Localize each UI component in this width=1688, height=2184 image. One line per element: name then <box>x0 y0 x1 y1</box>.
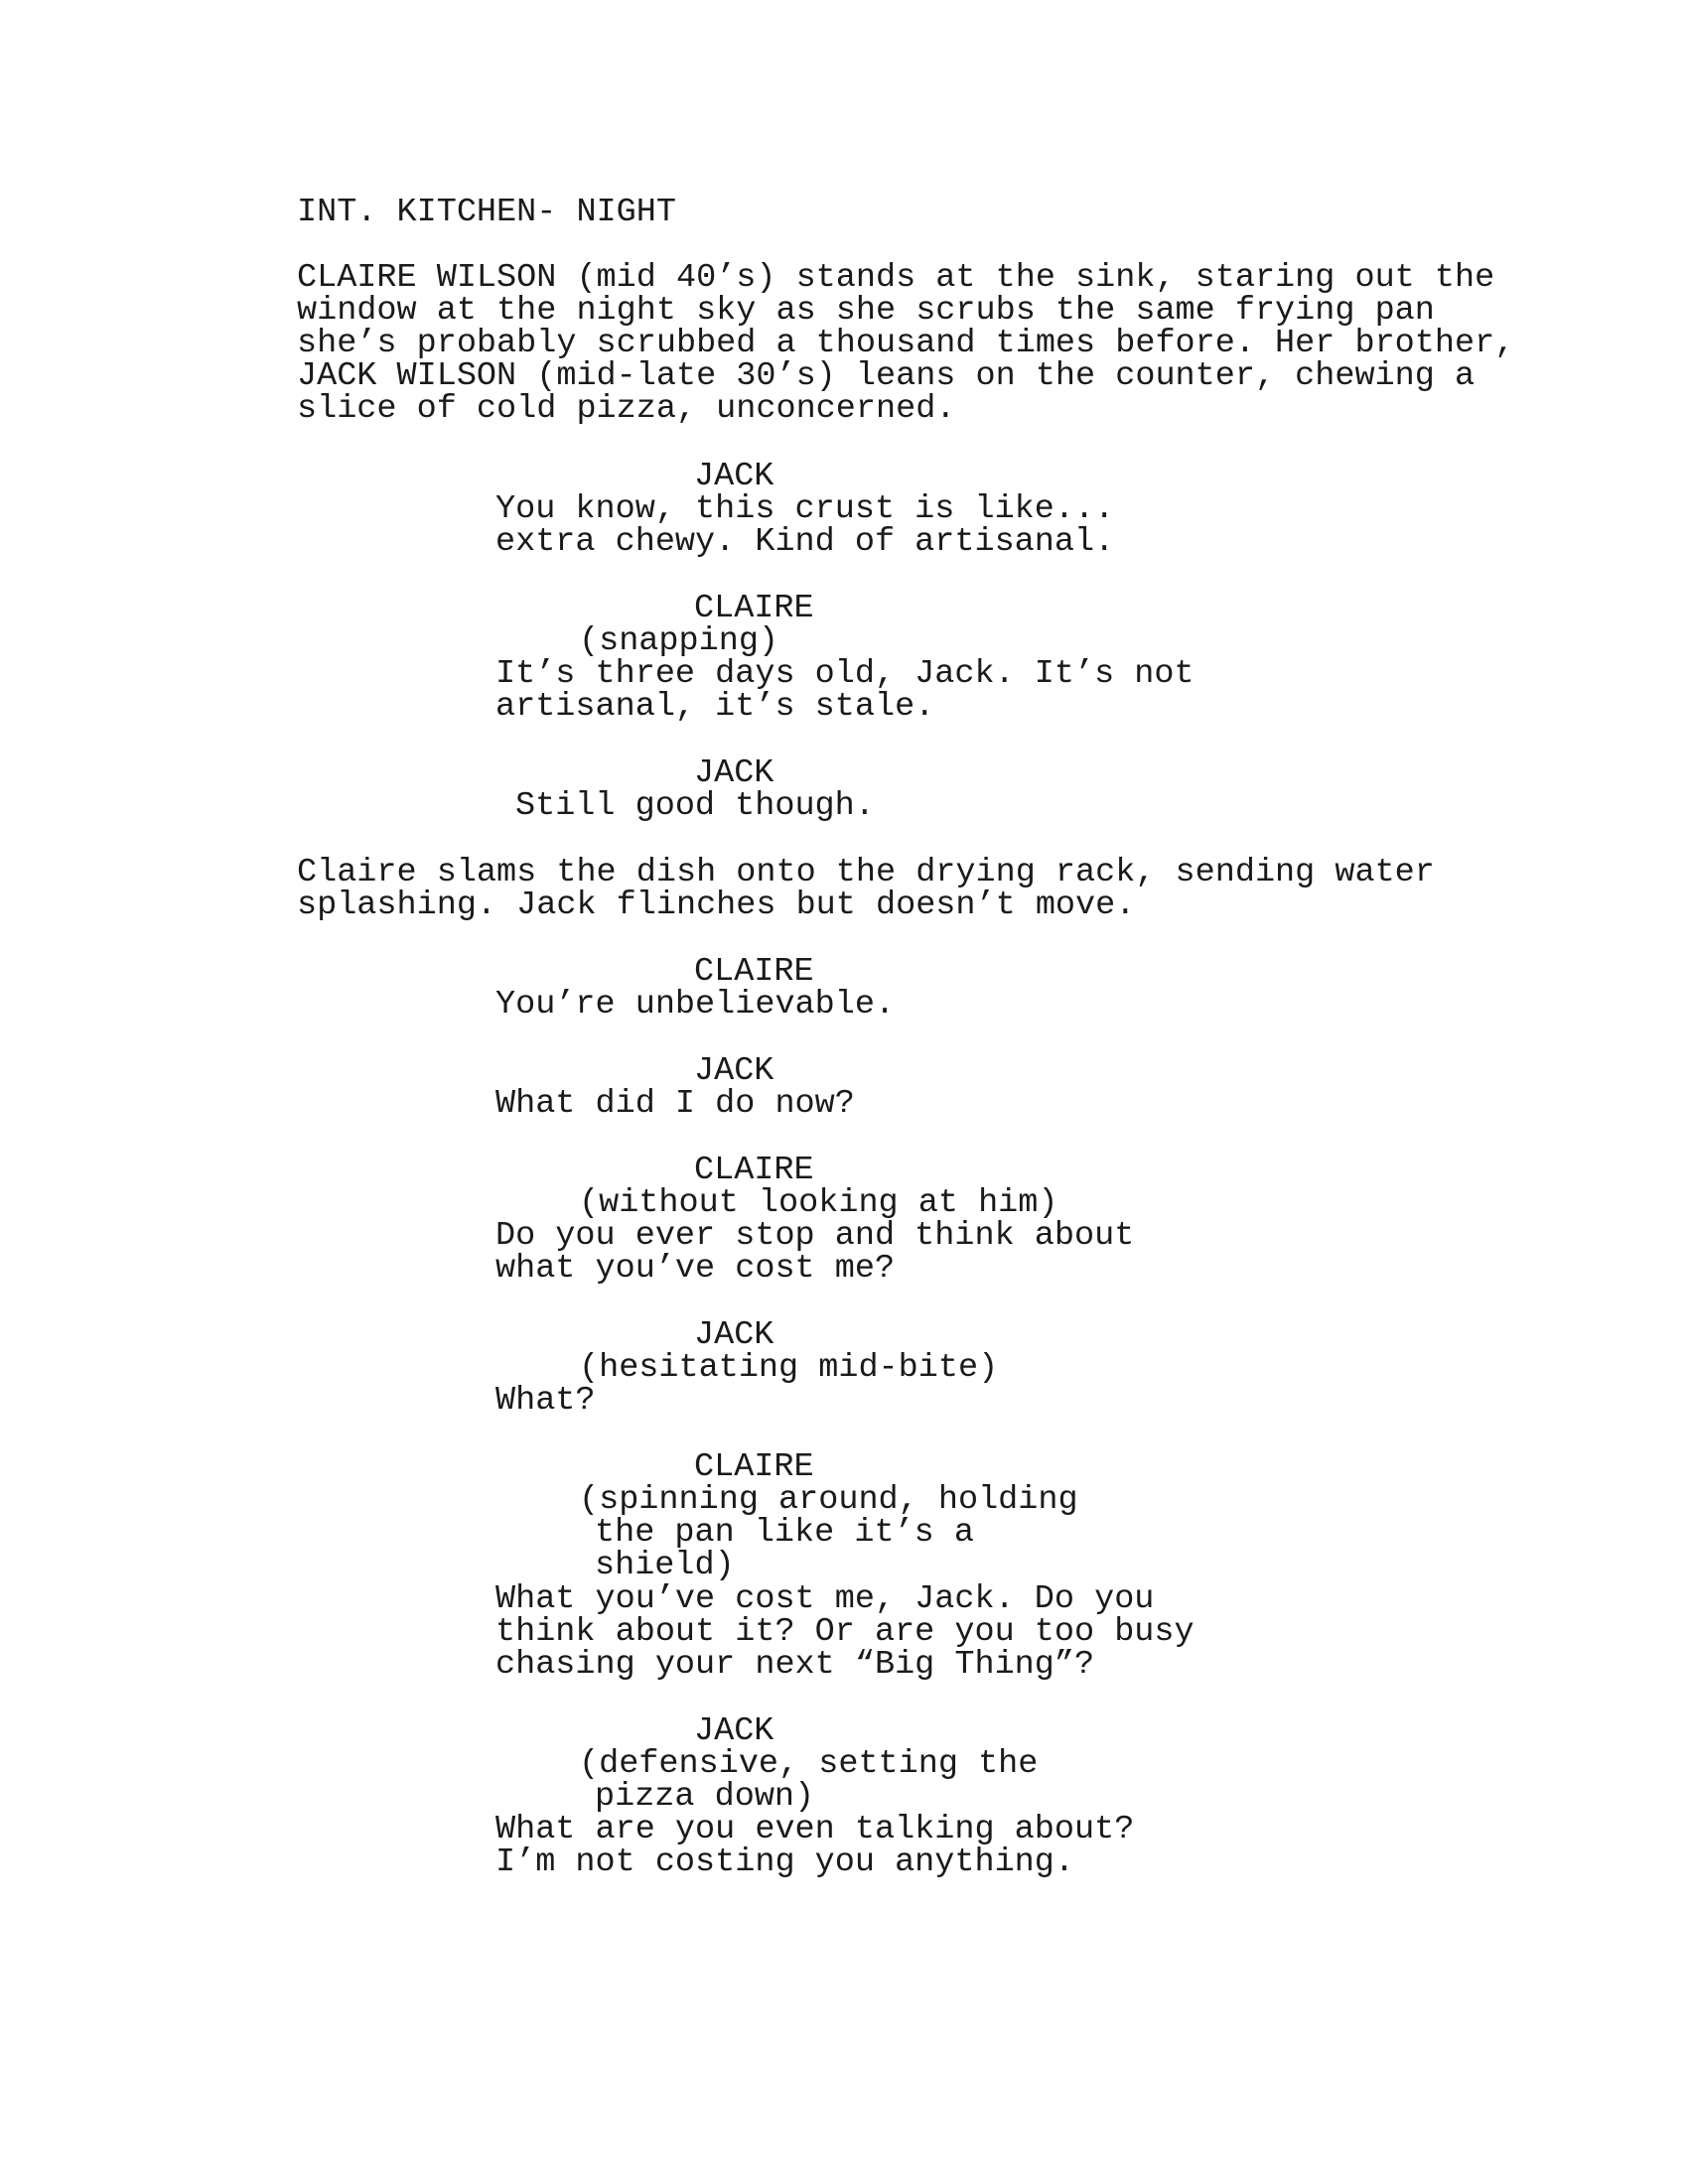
action-line: CLAIRE WILSON (mid 40’s) stands at the sink, staring out the <box>297 259 1495 297</box>
dialogue-line: What? <box>495 1382 596 1420</box>
action-line: she’s probably scrubbed a thousand times before. Her brother, <box>297 325 1515 362</box>
parenthetical: (spinning around, holding <box>579 1481 1078 1519</box>
action-line: slice of cold pizza, unconcerned. <box>297 390 956 428</box>
action-line: window at the night sky as she scrubs the same frying pan <box>297 292 1435 330</box>
parenthetical: (without looking at him) <box>579 1184 1058 1222</box>
dialogue-line: You’re unbelievable. <box>495 986 896 1024</box>
parenthetical: (hesitating mid-bite) <box>579 1349 999 1387</box>
parenthetical: (defensive, setting the <box>579 1745 1039 1783</box>
character-name: JACK <box>694 458 774 495</box>
character-name: JACK <box>694 1712 774 1750</box>
dialogue-line: What you’ve cost me, Jack. Do you <box>495 1580 1155 1618</box>
dialogue-line: think about it? Or are you too busy <box>495 1613 1195 1651</box>
parenthetical: pizza down) <box>595 1778 815 1816</box>
scene-heading: INT. KITCHEN- NIGHT <box>297 194 676 231</box>
dialogue-line: What did I do now? <box>495 1085 855 1123</box>
dialogue-line: It’s three days old, Jack. It’s not <box>495 655 1195 693</box>
action-line: splashing. Jack flinches but doesn’t move. <box>297 887 1136 924</box>
character-name: CLAIRE <box>694 590 814 627</box>
action-line: JACK WILSON (mid-late 30’s) leans on the counter, chewing a <box>297 357 1476 395</box>
dialogue-line: What are you even talking about? <box>495 1811 1135 1848</box>
parenthetical: the pan like it’s a <box>595 1514 974 1552</box>
parenthetical: shield) <box>595 1547 735 1584</box>
dialogue-line: Do you ever stop and think about <box>495 1217 1135 1255</box>
character-name: JACK <box>694 754 774 792</box>
character-name: JACK <box>694 1316 774 1354</box>
dialogue-line: You know, this crust is like... <box>495 490 1115 528</box>
dialogue-line: extra chewy. Kind of artisanal. <box>495 523 1115 561</box>
character-name: JACK <box>694 1052 774 1090</box>
character-name: CLAIRE <box>694 1152 814 1189</box>
character-name: CLAIRE <box>694 953 814 991</box>
dialogue-line: chasing your next “Big Thing”? <box>495 1646 1095 1684</box>
action-line: Claire slams the dish onto the drying rack, sending water <box>297 854 1435 891</box>
character-name: CLAIRE <box>694 1448 814 1486</box>
dialogue-line: artisanal, it’s stale. <box>495 688 935 726</box>
dialogue-line: what you’ve cost me? <box>495 1250 896 1288</box>
parenthetical: (snapping) <box>579 622 779 660</box>
dialogue-line: I’m not costing you anything. <box>495 1843 1074 1881</box>
dialogue-line: Still good though. <box>515 787 875 825</box>
